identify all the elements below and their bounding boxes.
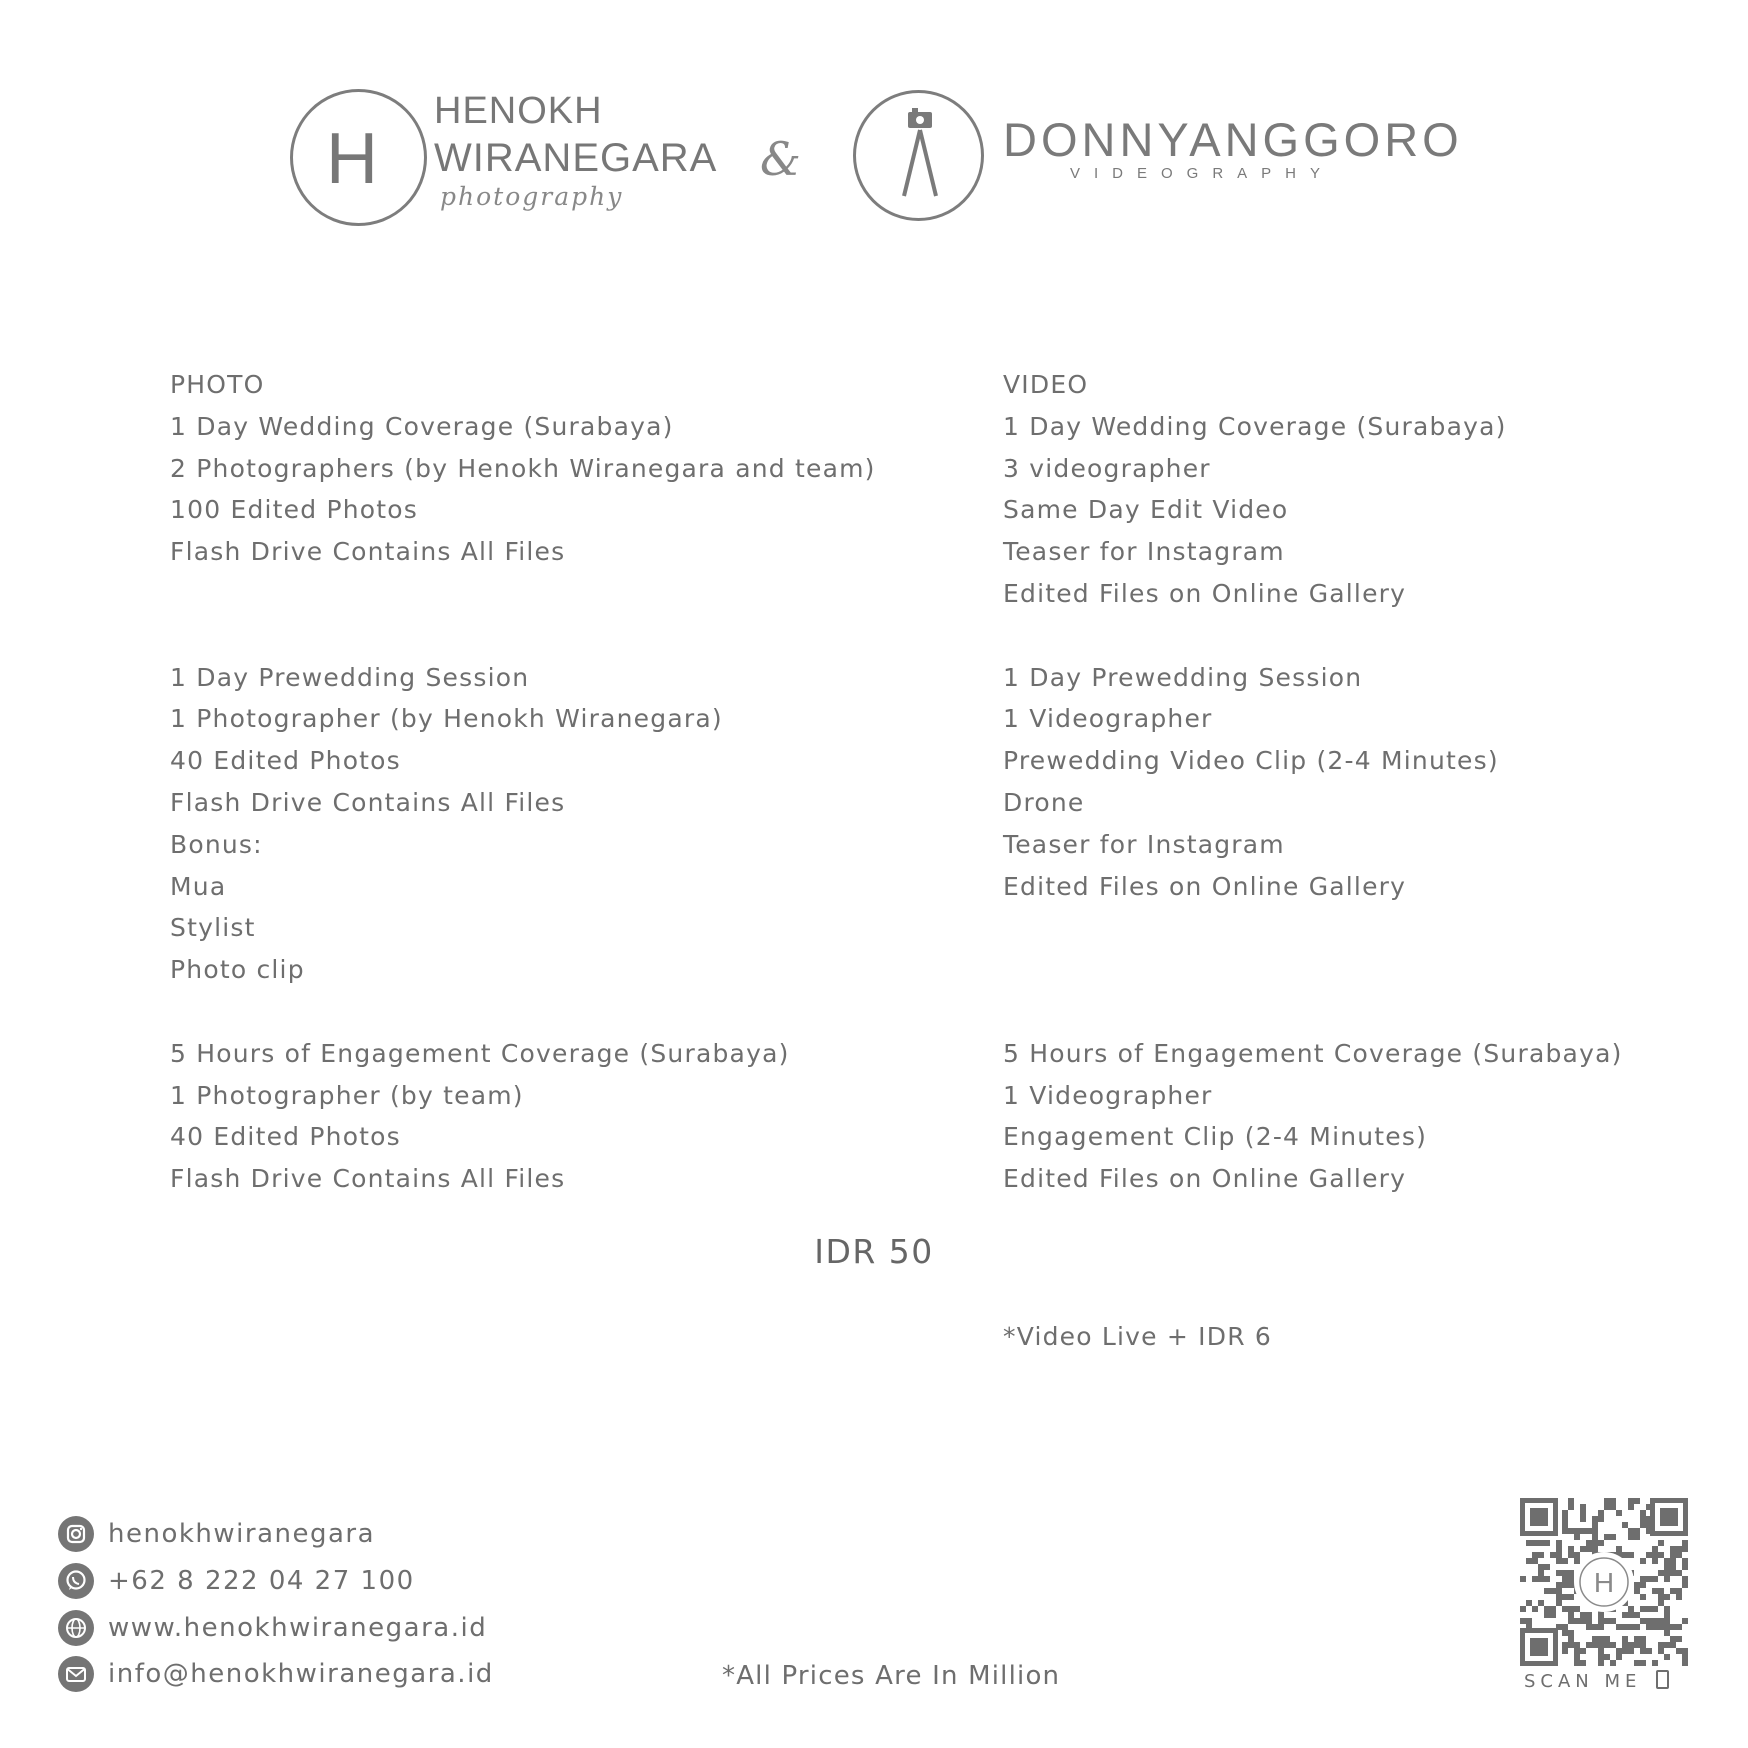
list-item: Drone bbox=[1003, 787, 1085, 817]
list-item: Flash Drive Contains All Files bbox=[170, 1164, 566, 1194]
list-item: 1 Videographer bbox=[1003, 704, 1213, 734]
contact-whatsapp[interactable] bbox=[58, 1563, 415, 1599]
instagram-handle: henokhwiranegara bbox=[108, 1519, 376, 1549]
photo-column bbox=[170, 364, 876, 1200]
list-item: Edited Files on Online Gallery bbox=[1003, 871, 1407, 901]
donnyanggoro-tagline: VIDEOGRAPHY bbox=[1070, 165, 1335, 182]
video-engagement-list bbox=[1003, 1033, 1623, 1200]
svg-text:H: H bbox=[1593, 1567, 1615, 1598]
list-item: 1 Photographer (by Henokh Wiranegara) bbox=[170, 704, 723, 734]
instagram-icon bbox=[58, 1516, 94, 1552]
list-item: Stylist bbox=[170, 913, 256, 943]
whatsapp-icon bbox=[58, 1563, 94, 1599]
photo-wedding-list bbox=[170, 406, 876, 573]
list-item: 100 Edited Photos bbox=[170, 495, 419, 525]
video-wedding-list bbox=[1003, 406, 1623, 615]
list-item: 1 Videographer bbox=[1003, 1080, 1213, 1110]
list-item: 3 videographer bbox=[1003, 453, 1211, 483]
list-item: 40 Edited Photos bbox=[170, 746, 401, 776]
list-item: 5 Hours of Engagement Coverage (Surabaya) bbox=[1003, 1038, 1623, 1068]
list-item: 1 Day Wedding Coverage (Surabaya) bbox=[1003, 411, 1507, 441]
list-item: Flash Drive Contains All Files bbox=[170, 537, 566, 567]
ampersand: & bbox=[760, 132, 802, 186]
list-item: Prewedding Video Clip (2-4 Minutes) bbox=[1003, 746, 1499, 776]
video-prewedding-list bbox=[1003, 657, 1623, 908]
list-item: 2 Photographers (by Henokh Wiranegara and team) bbox=[170, 453, 876, 483]
henokh-logo-line1: HENOKH bbox=[434, 90, 603, 132]
whatsapp-number: +62 8 222 04 27 100 bbox=[108, 1566, 415, 1596]
list-item: Photo clip bbox=[170, 955, 305, 985]
photo-engagement-list bbox=[170, 1033, 876, 1200]
list-item: 1 Day Prewedding Session bbox=[1003, 662, 1363, 692]
list-item: Teaser for Instagram bbox=[1003, 829, 1285, 859]
list-item: Mua bbox=[170, 871, 227, 901]
henokh-logo-initial: H bbox=[326, 119, 379, 199]
contact-email[interactable] bbox=[58, 1656, 494, 1692]
envelope-icon bbox=[58, 1656, 94, 1692]
video-heading: VIDEO bbox=[1003, 370, 1089, 399]
list-item: 1 Day Wedding Coverage (Surabaya) bbox=[170, 411, 674, 441]
prices-note: *All Prices Are In Million bbox=[722, 1661, 1061, 1691]
website-url: www.henokhwiranegara.id bbox=[108, 1613, 488, 1643]
henokh-logo-script: photography bbox=[440, 182, 624, 211]
list-item: Edited Files on Online Gallery bbox=[1003, 578, 1407, 608]
henokh-logo-line2: WIRANEGARA bbox=[434, 136, 718, 180]
globe-icon bbox=[58, 1610, 94, 1646]
video-column bbox=[1003, 364, 1623, 1200]
phone-icon bbox=[1656, 1670, 1669, 1689]
contact-website[interactable] bbox=[58, 1610, 487, 1646]
list-item: Flash Drive Contains All Files bbox=[170, 787, 566, 817]
scan-me-text: SCAN ME bbox=[1524, 1671, 1642, 1692]
scan-me-label bbox=[1524, 1670, 1669, 1692]
tripod-camera-icon bbox=[880, 108, 960, 202]
list-item: Edited Files on Online Gallery bbox=[1003, 1164, 1407, 1194]
photo-prewedding-list bbox=[170, 657, 876, 991]
list-item: 1 Photographer (by team) bbox=[170, 1080, 524, 1110]
package-price: IDR 50 bbox=[814, 1232, 934, 1271]
contact-instagram[interactable] bbox=[58, 1516, 375, 1552]
qr-code[interactable] bbox=[1520, 1498, 1688, 1666]
list-item: Bonus: bbox=[170, 829, 263, 859]
list-item: 5 Hours of Engagement Coverage (Surabaya) bbox=[170, 1038, 790, 1068]
donnyanggoro-name: DONNYANGGORO bbox=[1003, 113, 1463, 166]
list-item: 1 Day Prewedding Session bbox=[170, 662, 530, 692]
list-item: Engagement Clip (2-4 Minutes) bbox=[1003, 1122, 1428, 1152]
list-item: 40 Edited Photos bbox=[170, 1122, 401, 1152]
video-live-note: *Video Live + IDR 6 bbox=[1003, 1322, 1273, 1351]
list-item: Teaser for Instagram bbox=[1003, 537, 1285, 567]
email-address: info@henokhwiranegara.id bbox=[108, 1659, 494, 1689]
list-item: Same Day Edit Video bbox=[1003, 495, 1289, 525]
photo-heading: PHOTO bbox=[170, 370, 265, 399]
